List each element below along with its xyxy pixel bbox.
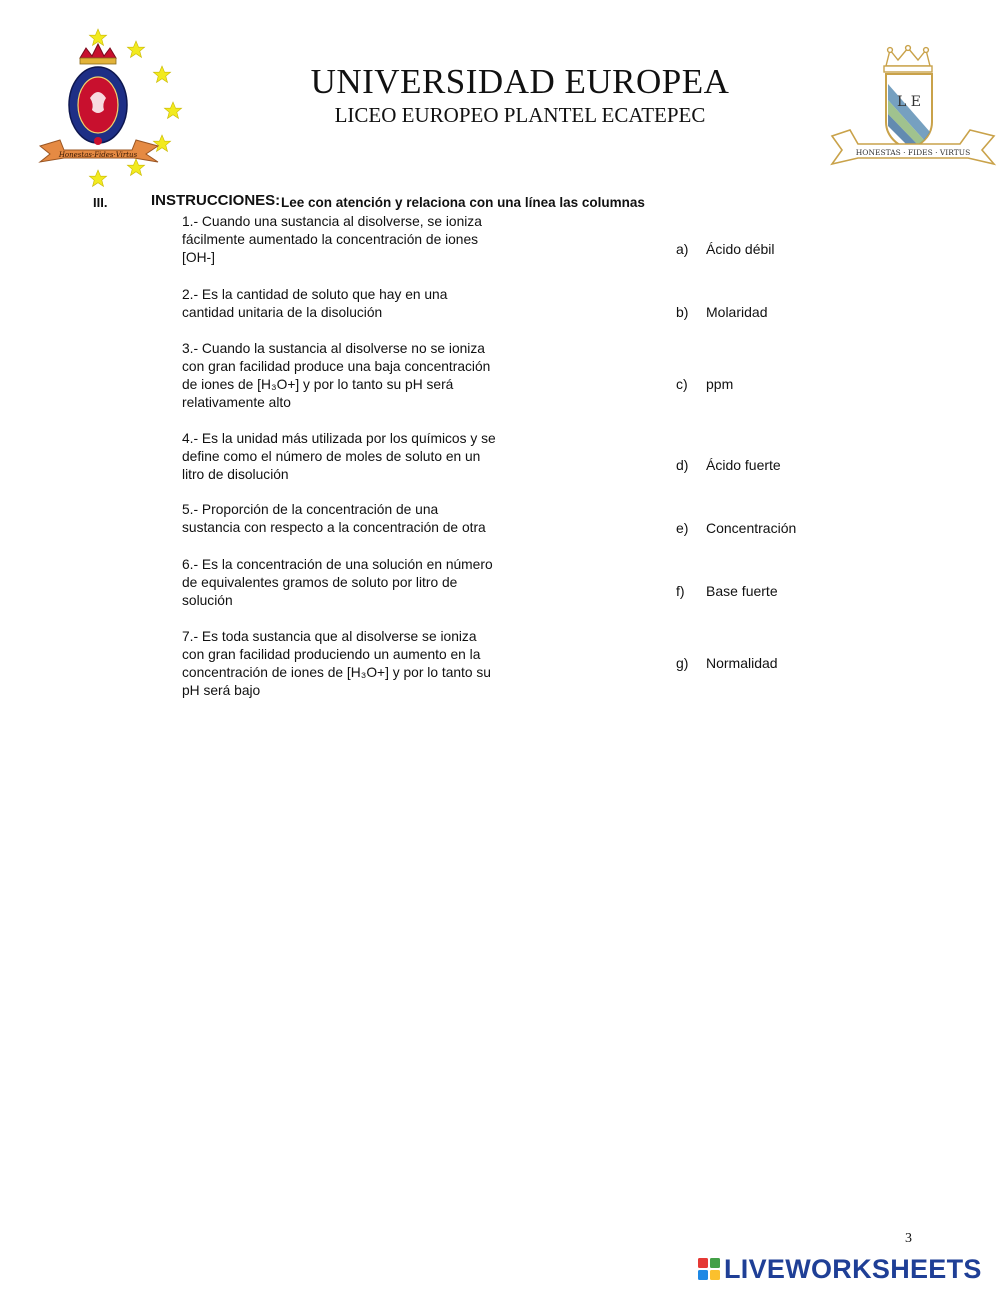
answer-text: Molaridad xyxy=(706,304,768,320)
star-icon xyxy=(127,159,144,175)
page-subtitle: LICEO EUROPEO PLANTEL ECATEPEC xyxy=(334,103,706,127)
star-icon xyxy=(153,135,170,151)
svg-text:Honestas·Fides·Virtus: Honestas·Fides·Virtus xyxy=(58,151,138,159)
answer-letter: d) xyxy=(676,457,689,473)
answer-letter: g) xyxy=(676,655,689,671)
answer-text: Ácido débil xyxy=(706,241,775,257)
crown-icon xyxy=(884,46,932,72)
liceo-europeo-shield-logo xyxy=(828,44,998,174)
section-number: III. xyxy=(93,195,108,210)
answer-text: ppm xyxy=(706,376,734,392)
svg-text:L E: L E xyxy=(897,94,921,110)
answer-g[interactable] xyxy=(676,655,778,671)
answer-letter: c) xyxy=(676,376,688,392)
question-2: 2.- Es la cantidad de soluto que hay en una cantidad unitaria de la disolución xyxy=(182,287,448,320)
answer-e[interactable] xyxy=(676,520,796,536)
answer-b[interactable] xyxy=(676,304,767,320)
question-5: 5.- Proporción de la concentración de una sustancia con respecto a la concentración de otra xyxy=(182,502,486,535)
answer-letter: b) xyxy=(676,304,689,320)
answer-f[interactable] xyxy=(676,583,778,599)
brand-name: LIVEWORKSHEETS xyxy=(724,1254,982,1284)
instructions-text: Lee con atención y relaciona con una línea las columnas xyxy=(281,195,645,210)
answer-letter: a) xyxy=(676,241,689,257)
answer-letter: e) xyxy=(676,520,689,536)
answer-c[interactable] xyxy=(676,376,733,392)
answer-text: Normalidad xyxy=(706,655,778,671)
answer-a[interactable] xyxy=(676,241,775,257)
answer-text: Concentración xyxy=(706,520,797,536)
liveworksheets-logo-icon xyxy=(698,1258,720,1280)
star-icon xyxy=(127,41,144,57)
instructions-label: INSTRUCCIONES: xyxy=(151,192,281,209)
question-7: 7.- Es toda sustancia que al disolverse se ioniza con gran facilidad produciendo un aumento en la concentración de iones de [H₃O+] y por lo tanto su pH será bajo xyxy=(182,629,491,698)
question-3: 3.- Cuando la sustancia al disolverse no se ioniza con gran facilidad produce una baja concentración de iones de [H₃O+] y por lo tanto su pH será relativamente alto xyxy=(182,341,491,410)
question-1: 1.- Cuando una sustancia al disolverse, se ioniza fácilmente aumentado la concentración de iones [OH-] xyxy=(182,214,482,265)
svg-text:HONESTAS · FIDES · VIRTUS: HONESTAS · FIDES · VIRTUS xyxy=(855,148,971,157)
answer-text: Base fuerte xyxy=(706,583,778,599)
star-icon xyxy=(89,170,106,186)
answer-d[interactable] xyxy=(676,457,781,473)
question-6: 6.- Es la concentración de una solución en número de equivalentes gramos de soluto por litro de solución xyxy=(182,557,493,608)
crown-icon xyxy=(80,44,116,64)
question-4: 4.- Es la unidad más utilizada por los químicos y se define como el número de moles de soluto en un litro de disolución xyxy=(182,431,496,482)
page-number: 3 xyxy=(905,1231,912,1246)
answer-letter: f) xyxy=(676,583,685,599)
page-title: UNIVERSIDAD EUROPEA xyxy=(310,62,730,101)
answer-text: Ácido fuerte xyxy=(706,457,781,473)
